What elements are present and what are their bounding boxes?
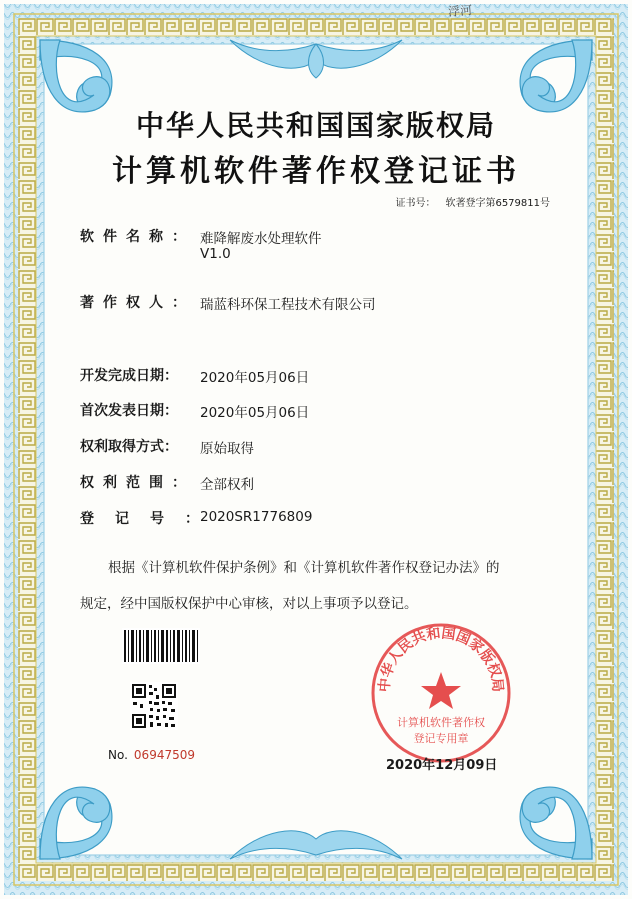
copyright-owner-label: 著作权人： — [80, 295, 195, 311]
official-seal — [368, 620, 514, 766]
completion-date-label: 开发完成日期： — [80, 368, 178, 384]
software-name-value: 难降解废水处理软件 — [200, 231, 322, 247]
certificate-number-value: 软著登字第6579811号 — [445, 198, 550, 209]
qr-code-image — [130, 682, 178, 730]
serial-number — [108, 748, 195, 762]
issuing-authority: 中华人民共和国国家版权局 — [135, 109, 496, 142]
copyright-owner-value: 瑞蓝科环保工程技术有限公司 — [200, 297, 376, 313]
serial-prefix: No. — [108, 748, 128, 762]
statement-line-1: 根据《计算机软件保护条例》和《计算机软件著作权登记办法》的 — [108, 560, 500, 576]
completion-date-value: 2020年05月06日 — [200, 370, 310, 386]
software-version-value: V1.0 — [200, 246, 231, 262]
seal-line-2: 登记专用章 — [413, 732, 469, 745]
handwritten-note: 浮河 — [447, 3, 473, 19]
acquisition-method-label: 权利取得方式： — [80, 439, 178, 455]
serial-value: 06947509 — [133, 748, 195, 762]
certificate-title: 计算机软件著作权登记证书 — [112, 154, 520, 189]
issue-date: 2020年12月09日 — [386, 758, 498, 773]
rights-scope-value: 全部权利 — [200, 477, 254, 493]
seal-star-icon — [421, 672, 461, 709]
software-name-label: 软件名称： — [80, 229, 195, 245]
seal-line-1: 计算机软件著作权 — [397, 716, 485, 729]
publication-date-label: 首次发表日期： — [80, 403, 178, 419]
certificate-number-label: 证书号： — [395, 198, 436, 209]
statement-line-2: 规定，经中国版权保护中心审核，对以上事项予以登记。 — [80, 596, 418, 612]
registration-number-label: 登记号： — [80, 511, 220, 527]
certificate-number — [395, 194, 550, 209]
registration-number-value: 2020SR1776809 — [200, 509, 313, 525]
publication-date-value: 2020年05月06日 — [200, 405, 310, 421]
rights-scope-label: 权利范围： — [80, 475, 195, 491]
seal-arc-text: 中华人民共和国国家版权局 — [376, 625, 506, 693]
barcode-image — [122, 628, 200, 664]
acquisition-method-value: 原始取得 — [200, 441, 254, 457]
